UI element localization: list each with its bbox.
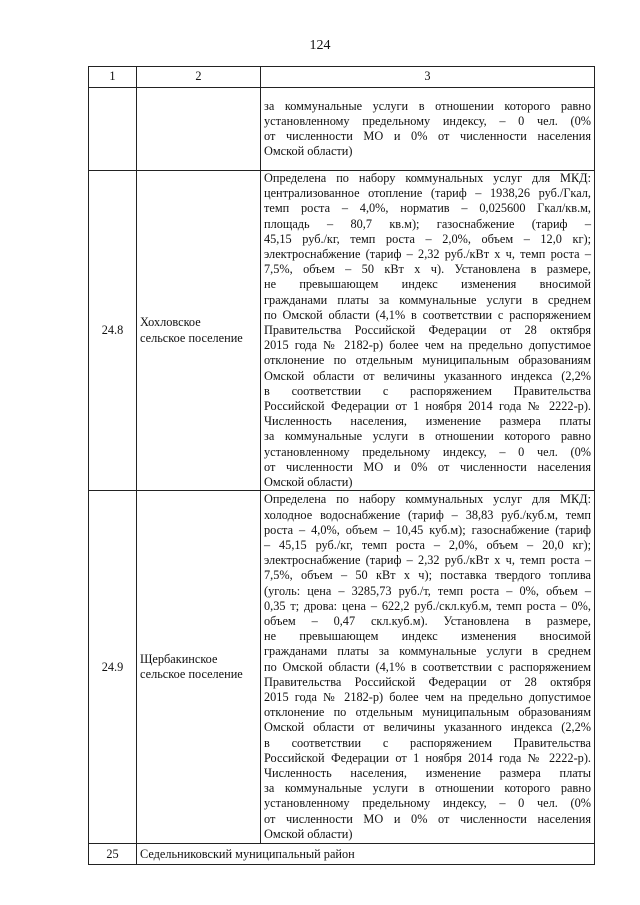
settlement-name (137, 88, 261, 171)
description-line: холодное водоснабжение (тариф – 38,83 руб./куб.м, темп (264, 507, 591, 522)
description-line: 0,35 т; дрова: цена – 622,2 руб./скл.куб.м, темп роста – 0%, (264, 598, 591, 613)
description-line: по Омской области (4,1% в соответствии с распоряжением (264, 307, 591, 322)
row-number (89, 88, 137, 171)
description-line: площадь – 80,7 кв.м); газоснабжение (тариф – (264, 216, 591, 231)
settlement-name-line: Хохловское (140, 315, 201, 330)
description-line: 45,15 руб./кг, темп роста – 2,0%, объем – 12,0 кг); (264, 231, 591, 246)
description-line: в соответствии с распоряжением Правительства (264, 383, 591, 398)
description-line: Правительства Российской Федерации от 28 октября (264, 674, 591, 689)
description-line: Численность населения, изменение размера платы (264, 414, 591, 429)
description-line: по Омской области (4,1% в соответствии с распоряжением (264, 659, 591, 674)
settlement-name (137, 491, 261, 844)
settlement-name-line: Щербакинское (140, 652, 218, 667)
row-number: 24.8 (89, 171, 137, 491)
description-line: отклонение по отдельным муниципальным образованиям (264, 353, 591, 368)
row-description (261, 88, 595, 171)
description-line: 2015 года № 2182-р) более чем на предельно допустимое (264, 338, 591, 353)
description-line: от численности МО и 0% от численности населения (264, 811, 591, 826)
header-col-2: 2 (137, 67, 261, 88)
description-line: от численности МО и 0% от численности населения (264, 129, 591, 143)
table-row (89, 88, 595, 171)
description-line: 7,5%, объем – 50 кВт х ч); поставка твердого топлива (264, 568, 591, 583)
description-line: Омской области от величины указанного индекса (2,2% (264, 720, 591, 735)
description-line: установленному предельному индексу, – 0 чел. (0% (264, 113, 591, 128)
description-line: за коммунальные услуги в отношении которого равно (264, 429, 591, 444)
settlement-name (137, 171, 261, 491)
description-line: Численность населения, изменение размера платы (264, 766, 591, 781)
description-line: Определена по набору коммунальных услуг для МКД: (264, 171, 591, 185)
description-line: за коммунальные услуги в отношении которого равно (264, 98, 591, 113)
description-line: 2015 года № 2182-р) более чем на предельно допустимое (264, 690, 591, 705)
description-line: Омской области) (264, 475, 353, 490)
description-line: электроснабжение (тариф – 2,32 руб./кВт х ч, темп роста – (264, 553, 591, 568)
description-line: гражданами платы за коммунальные услуги в среднем (264, 292, 591, 307)
description-line: установленному предельному индексу, – 0 чел. (0% (264, 796, 591, 811)
table-header-row (89, 67, 595, 88)
header-col-3: 3 (261, 67, 595, 88)
description-line: Правительства Российской Федерации от 28 октября (264, 323, 591, 338)
description-line: централизованное отопление (тариф – 1938,26 руб./Гкал, (264, 186, 591, 201)
settlement-name-line: сельское поселение (140, 667, 243, 682)
description-line: за коммунальные услуги в отношении которого равно (264, 781, 591, 796)
table-row-district (89, 844, 595, 865)
description-line: темп роста – 4,0%, норматив – 0,025600 Гкал/кв.м, (264, 201, 591, 216)
document-table (88, 66, 595, 865)
district-name: Седельниковский муниципальный район (137, 844, 595, 865)
description-line: объем – 0,47 скл.куб.м). Установлена в размере, (264, 614, 591, 629)
description-line: Определена по набору коммунальных услуг для МКД: (264, 492, 591, 507)
description-line: роста – 4,0%, объем – 10,45 куб.м); газоснабжение (тариф (264, 522, 591, 537)
description-line: Российской Федерации от 1 ноября 2014 года № 2222-р). (264, 399, 591, 414)
description-line: гражданами платы за коммунальные услуги в среднем (264, 644, 591, 659)
table-row (89, 171, 595, 491)
row-description (261, 491, 595, 844)
description-line: (уголь: цена – 3285,73 руб./т, темп роста – 0%, объем – (264, 583, 591, 598)
description-line: отклонение по отдельным муниципальным образованиям (264, 705, 591, 720)
description-line: от численности МО и 0% от численности населения (264, 459, 591, 474)
description-line: электроснабжение (тариф – 2,32 руб./кВт х ч, темп роста – (264, 247, 591, 262)
description-line: не превышающем индекс изменения вносимой (264, 629, 591, 644)
description-line: в соответствии с распоряжением Правительства (264, 735, 591, 750)
header-col-1: 1 (89, 67, 137, 88)
description-line: Российской Федерации от 1 ноября 2014 года № 2222-р). (264, 750, 591, 765)
description-line: Омской области) (264, 144, 353, 159)
table-row (89, 491, 595, 844)
description-line: 7,5%, объем – 50 кВт х ч). Установлена в размере, (264, 262, 591, 277)
settlement-name-line: сельское поселение (140, 330, 243, 345)
row-number: 25 (89, 844, 137, 865)
description-line: установленному предельному индексу, – 0 чел. (0% (264, 444, 591, 459)
page-number: 124 (309, 38, 331, 53)
description-line: Омской области от величины указанного индекса (2,2% (264, 368, 591, 383)
description-line: – 45,15 руб./кг, темп роста – 2,0%, объем – 20,0 кг); (264, 538, 591, 553)
description-line: Омской области) (264, 826, 353, 841)
row-description (261, 171, 595, 491)
row-number: 24.9 (89, 491, 137, 844)
description-line: не превышающем индекс изменения вносимой (264, 277, 591, 292)
